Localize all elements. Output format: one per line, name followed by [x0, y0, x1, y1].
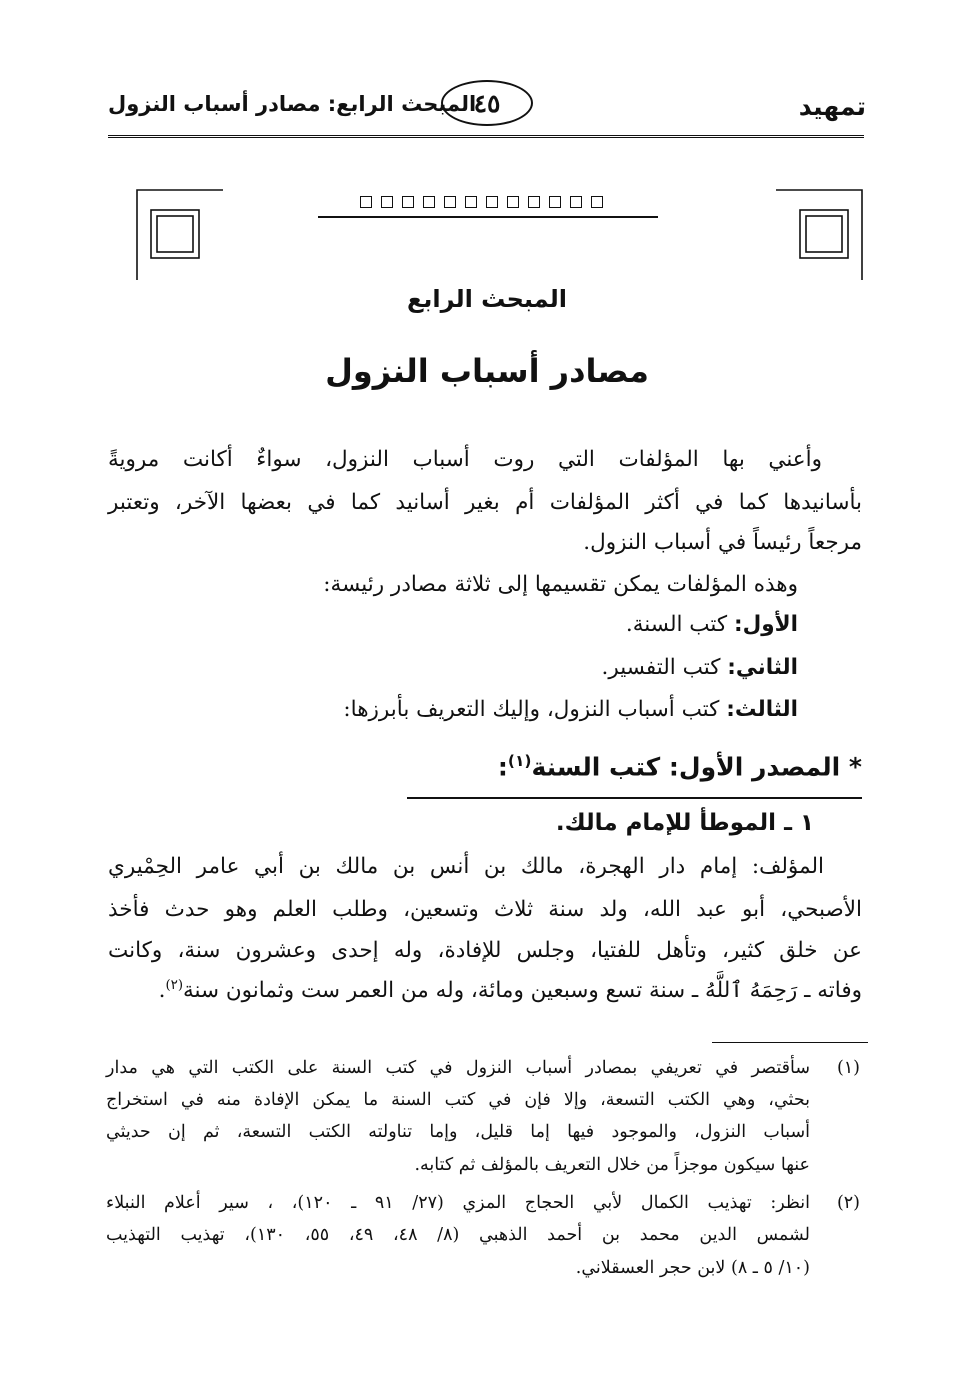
source-label: الثالث:	[726, 697, 798, 722]
footnote-number: (١)	[836, 1058, 860, 1078]
footnote-line: سأقتصر في تعريفي بمصادر أسباب النزول في كتب السنة على الكتب التي هي مدار	[106, 1058, 810, 1078]
star-marker: *	[848, 752, 862, 782]
square-bullet-ornament	[360, 196, 603, 208]
intro-line-2: بأسانيدها كما في أكثر المؤلفات أم بغير أسانيد كما في بعضها الآخر، وتعتبر	[108, 490, 862, 515]
intro-line-1: وأعني بها المؤلفات التي روت أسباب النزول، سواءٌ أكانت مرويةً	[108, 447, 822, 472]
source-item-2	[602, 655, 798, 680]
running-header-chapter: تمهيد	[798, 92, 866, 121]
page-title: مصادر أسباب النزول	[325, 352, 649, 390]
author-line-4	[159, 978, 862, 1003]
section-heading	[498, 752, 862, 781]
corner-frame-ornament-right	[776, 188, 864, 280]
source-text: كتب أسباب النزول، وإليك التعريف بأبرزها:	[343, 697, 720, 722]
division-line: وهذه المؤلفات يمكن تقسيمها إلى ثلاثة مصادر رئيسة:	[323, 572, 798, 597]
footnote-ref: (١)	[507, 752, 532, 770]
corner-frame-ornament-left	[135, 188, 223, 280]
section-heading-colon: :	[497, 752, 508, 782]
source-text: كتب السنة.	[625, 612, 728, 637]
page-number: ٤٥	[441, 80, 533, 126]
author-line-1: المؤلف: إمام دار الهجرة، مالك بن أنس بن مالك بن أبي عامر الحِمْيري	[108, 854, 824, 879]
source-label: الأول:	[734, 612, 798, 637]
book-item-heading: ١ ـ الموطأ للإمام مالك.	[555, 810, 814, 836]
source-item-3	[343, 697, 798, 722]
author-last-text: وفاته ـ رَحِمَهُ ٱللَّهُ ـ سنة تسع وسبعين ومائة، وله من العمر ست وثمانون سنة	[183, 978, 862, 1004]
source-label: الثاني:	[727, 655, 798, 680]
running-header-section: المبحث الرابع: مصادر أسباب النزول	[108, 92, 477, 116]
section-heading-text: المصدر الأول: كتب السنة	[531, 752, 841, 782]
footnote-separator	[712, 1042, 868, 1043]
section-subtitle: المبحث الرابع	[407, 285, 567, 313]
section-heading-rule	[407, 797, 862, 799]
footnote-ref: (٢)	[165, 978, 184, 993]
footnote-line: أسباب النزول، والموجود فيها إما قليل، وإما تناولته الكتب التسعة، ثم إن حديثي	[106, 1122, 810, 1142]
source-text: كتب التفسير.	[601, 655, 721, 680]
footnote-number: (٢)	[836, 1193, 860, 1213]
source-item-1	[626, 612, 798, 637]
author-line-3: عن خلق كثير، وتأهل للفتيا، وجلس للإفادة، وله إحدى وعشرون سنة، وكانت	[108, 938, 862, 963]
author-line-2: الأصبحي، أبو عبد الله، ولد سنة ثلاث وتسعين، وطلب العلم وهو حدث فأخذ	[108, 897, 862, 922]
footnote-line: لشمس الدين محمد بن أحمد الذهبي (٨/ ٤٨، ٤٩، ٥٥، ١٣٠)، تهذيب التهذيب	[106, 1225, 810, 1245]
intro-line-3: مرجعاً رئيساً في أسباب النزول.	[583, 530, 862, 555]
footnote-line: عنها سيكون موجزاً من خلال التعريف بالمؤلف ثم كتابه.	[414, 1155, 810, 1175]
header-rule	[108, 135, 864, 138]
ornament-rule	[318, 216, 658, 218]
footnote-line: انظر: تهذيب الكمال لأبي الحجاج المزي (٢٧/ ٩١ ـ ١٢٠)، ، سير أعلام النبلاء	[106, 1193, 810, 1213]
footnote-line: بحثي، وهي الكتب التسعة، وإلا فإن في كتب السنة ما يمكن الإفادة منه في استخراج	[106, 1090, 810, 1110]
footnote-line: (١٠/ ٥ ـ ٨) لابن حجر العسقلاني.	[575, 1258, 810, 1278]
author-last-period: .	[158, 978, 166, 1004]
